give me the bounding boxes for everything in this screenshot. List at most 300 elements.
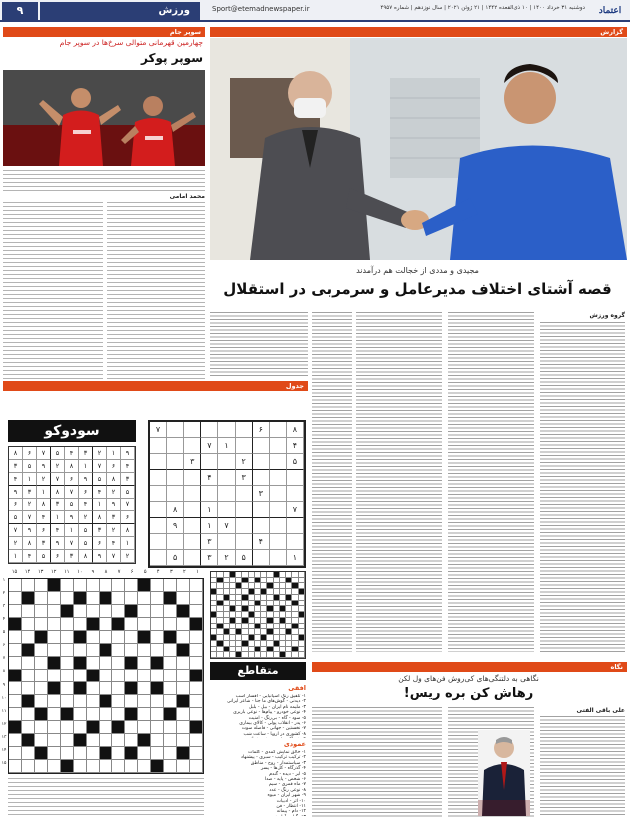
sudoku-cell[interactable]	[253, 502, 270, 518]
sudoku-cell[interactable]	[167, 534, 184, 550]
crossword-cell[interactable]	[87, 670, 100, 683]
crossword-cell[interactable]	[151, 579, 164, 592]
crossword-cell[interactable]	[35, 670, 48, 683]
crossword-cell[interactable]	[35, 605, 48, 618]
crossword-cell[interactable]	[177, 760, 190, 773]
sudoku-cell[interactable]: ۵	[236, 550, 253, 566]
crossword-cell[interactable]	[125, 721, 138, 734]
sudoku-cell[interactable]	[287, 534, 304, 550]
sudoku-cell[interactable]	[253, 518, 270, 534]
sudoku-cell[interactable]	[201, 422, 218, 438]
sudoku-cell[interactable]: ۳	[253, 486, 270, 502]
crossword-cell[interactable]	[151, 721, 164, 734]
crossword-cell[interactable]	[48, 579, 61, 592]
crossword-cell[interactable]	[22, 682, 35, 695]
sudoku-cell[interactable]	[150, 550, 167, 566]
crossword-cell[interactable]	[74, 631, 87, 644]
crossword-cell[interactable]	[177, 657, 190, 670]
sudoku-cell[interactable]	[218, 486, 235, 502]
sudoku-cell[interactable]	[236, 518, 253, 534]
crossword-cell[interactable]	[22, 644, 35, 657]
crossword-cell[interactable]	[125, 682, 138, 695]
crossword-cell[interactable]	[177, 682, 190, 695]
crossword-cell[interactable]	[100, 670, 113, 683]
crossword-cell[interactable]	[112, 682, 125, 695]
crossword-cell[interactable]	[22, 618, 35, 631]
crossword-cell[interactable]	[74, 747, 87, 760]
crossword-cell[interactable]	[22, 695, 35, 708]
crossword-cell[interactable]	[61, 721, 74, 734]
crossword-cell[interactable]	[35, 708, 48, 721]
crossword-cell[interactable]	[177, 579, 190, 592]
crossword-cell[interactable]	[151, 708, 164, 721]
crossword-cell[interactable]	[9, 644, 22, 657]
crossword-cell[interactable]	[177, 618, 190, 631]
crossword-cell[interactable]	[100, 579, 113, 592]
crossword-cell[interactable]	[177, 605, 190, 618]
sudoku-cell[interactable]	[167, 486, 184, 502]
crossword-cell[interactable]	[61, 695, 74, 708]
crossword-cell[interactable]	[9, 682, 22, 695]
crossword-cell[interactable]	[48, 670, 61, 683]
crossword-cell[interactable]	[164, 592, 177, 605]
crossword-cell[interactable]	[74, 708, 87, 721]
crossword-cell[interactable]	[151, 760, 164, 773]
sudoku-cell[interactable]	[270, 550, 287, 566]
crossword-cell[interactable]	[48, 760, 61, 773]
crossword-cell[interactable]	[164, 631, 177, 644]
crossword-cell[interactable]	[9, 708, 22, 721]
crossword-cell[interactable]	[138, 682, 151, 695]
crossword-cell[interactable]	[35, 631, 48, 644]
crossword-cell[interactable]	[151, 618, 164, 631]
crossword-cell[interactable]	[112, 592, 125, 605]
crossword-cell[interactable]	[100, 734, 113, 747]
crossword-cell[interactable]	[74, 670, 87, 683]
sudoku-cell[interactable]	[253, 438, 270, 454]
crossword-cell[interactable]	[112, 618, 125, 631]
crossword-cell[interactable]	[100, 695, 113, 708]
crossword-cell[interactable]	[100, 682, 113, 695]
sudoku-cell[interactable]	[150, 454, 167, 470]
crossword-cell[interactable]	[164, 670, 177, 683]
crossword-cell[interactable]	[87, 605, 100, 618]
sudoku-cell[interactable]	[270, 534, 287, 550]
sudoku-cell[interactable]: ۵	[287, 454, 304, 470]
sudoku-cell[interactable]	[236, 486, 253, 502]
crossword-cell[interactable]	[35, 657, 48, 670]
crossword-cell[interactable]	[87, 631, 100, 644]
crossword-cell[interactable]	[190, 747, 203, 760]
crossword-cell[interactable]	[125, 657, 138, 670]
sudoku-cell[interactable]	[253, 550, 270, 566]
sudoku-cell[interactable]	[184, 550, 201, 566]
sudoku-cell[interactable]: ۷	[201, 438, 218, 454]
crossword-cell[interactable]	[35, 644, 48, 657]
sudoku-cell[interactable]	[270, 454, 287, 470]
crossword-cell[interactable]	[61, 631, 74, 644]
crossword-cell[interactable]	[61, 592, 74, 605]
sudoku-cell[interactable]	[184, 486, 201, 502]
crossword-cell[interactable]	[138, 708, 151, 721]
sudoku-cell[interactable]	[270, 518, 287, 534]
crossword-cell[interactable]	[112, 721, 125, 734]
crossword-cell[interactable]	[112, 760, 125, 773]
crossword-cell[interactable]	[87, 734, 100, 747]
crossword-cell[interactable]	[100, 747, 113, 760]
crossword-cell[interactable]	[35, 747, 48, 760]
sudoku-cell[interactable]: ۳	[201, 550, 218, 566]
sudoku-cell[interactable]	[184, 422, 201, 438]
sudoku-cell[interactable]	[236, 438, 253, 454]
crossword-cell[interactable]	[138, 734, 151, 747]
crossword-cell[interactable]	[164, 579, 177, 592]
crossword-cell[interactable]	[100, 592, 113, 605]
crossword-cell[interactable]	[138, 747, 151, 760]
crossword-cell[interactable]	[87, 747, 100, 760]
sudoku-cell[interactable]	[184, 502, 201, 518]
crossword-cell[interactable]	[138, 579, 151, 592]
sudoku-cell[interactable]	[150, 502, 167, 518]
crossword-cell[interactable]	[74, 605, 87, 618]
crossword-cell[interactable]	[61, 708, 74, 721]
sudoku-cell[interactable]	[270, 470, 287, 486]
sudoku-cell[interactable]	[218, 422, 235, 438]
crossword-cell[interactable]	[138, 670, 151, 683]
crossword-cell[interactable]	[35, 695, 48, 708]
sudoku-cell[interactable]: ۱	[201, 518, 218, 534]
crossword-cell[interactable]	[9, 734, 22, 747]
crossword-cell[interactable]	[177, 747, 190, 760]
crossword-cell[interactable]	[151, 657, 164, 670]
crossword-cell[interactable]	[74, 657, 87, 670]
sudoku-cell[interactable]: ۲	[236, 454, 253, 470]
crossword-cell[interactable]	[100, 644, 113, 657]
crossword-cell[interactable]	[87, 760, 100, 773]
sudoku-cell[interactable]: ۶	[253, 422, 270, 438]
crossword-cell[interactable]	[138, 605, 151, 618]
crossword-cell[interactable]	[48, 592, 61, 605]
sudoku-cell[interactable]	[184, 518, 201, 534]
crossword-cell[interactable]	[112, 695, 125, 708]
crossword-cell[interactable]	[151, 592, 164, 605]
crossword-cell[interactable]	[177, 644, 190, 657]
crossword-cell[interactable]	[9, 618, 22, 631]
crossword-cell[interactable]	[190, 670, 203, 683]
crossword-cell[interactable]	[112, 657, 125, 670]
sudoku-cell[interactable]: ۴	[253, 534, 270, 550]
sudoku-cell[interactable]	[218, 534, 235, 550]
crossword-cell[interactable]	[100, 631, 113, 644]
crossword-cell[interactable]	[151, 605, 164, 618]
crossword-cell[interactable]	[100, 657, 113, 670]
crossword-cell[interactable]	[9, 747, 22, 760]
crossword-cell[interactable]	[9, 760, 22, 773]
crossword-cell[interactable]	[112, 747, 125, 760]
crossword-cell[interactable]	[164, 682, 177, 695]
crossword-cell[interactable]	[74, 592, 87, 605]
crossword-cell[interactable]	[61, 747, 74, 760]
crossword-cell[interactable]	[61, 657, 74, 670]
sudoku-cell[interactable]: ۲	[218, 550, 235, 566]
sudoku-cell[interactable]: ۸	[167, 502, 184, 518]
sudoku-cell[interactable]: ۹	[167, 518, 184, 534]
crossword-cell[interactable]	[138, 592, 151, 605]
crossword-cell[interactable]	[61, 579, 74, 592]
crossword-cell[interactable]	[61, 670, 74, 683]
sudoku-cell[interactable]	[236, 534, 253, 550]
crossword-cell[interactable]	[164, 695, 177, 708]
crossword-cell[interactable]	[112, 644, 125, 657]
crossword-cell[interactable]	[22, 631, 35, 644]
crossword-cell[interactable]	[112, 579, 125, 592]
crossword-cell[interactable]	[164, 708, 177, 721]
crossword-cell[interactable]	[87, 657, 100, 670]
crossword-cell[interactable]	[9, 670, 22, 683]
sudoku-cell[interactable]: ۱	[287, 550, 304, 566]
crossword-cell[interactable]	[61, 760, 74, 773]
crossword-cell[interactable]	[100, 708, 113, 721]
sudoku-cell[interactable]: ۳	[184, 454, 201, 470]
crossword-cell[interactable]	[125, 760, 138, 773]
crossword-cell[interactable]	[35, 734, 48, 747]
crossword-grid[interactable]	[8, 578, 204, 774]
crossword-cell[interactable]	[177, 721, 190, 734]
crossword-cell[interactable]	[177, 592, 190, 605]
crossword-cell[interactable]	[125, 670, 138, 683]
crossword-cell[interactable]	[61, 618, 74, 631]
crossword-cell[interactable]	[9, 579, 22, 592]
sudoku-cell[interactable]	[253, 470, 270, 486]
crossword-cell[interactable]	[190, 695, 203, 708]
sudoku-cell[interactable]	[287, 470, 304, 486]
crossword-cell[interactable]	[35, 760, 48, 773]
sudoku-cell[interactable]	[150, 470, 167, 486]
crossword-cell[interactable]	[138, 760, 151, 773]
crossword-cell[interactable]	[61, 682, 74, 695]
crossword-cell[interactable]	[100, 760, 113, 773]
crossword-cell[interactable]	[125, 592, 138, 605]
sudoku-cell[interactable]	[270, 486, 287, 502]
crossword-cell[interactable]	[22, 592, 35, 605]
crossword-cell[interactable]	[22, 579, 35, 592]
sudoku-cell[interactable]	[150, 486, 167, 502]
crossword-cell[interactable]	[9, 695, 22, 708]
crossword-cell[interactable]	[35, 618, 48, 631]
crossword-cell[interactable]	[87, 618, 100, 631]
crossword-cell[interactable]	[100, 605, 113, 618]
sudoku-cell[interactable]	[150, 518, 167, 534]
crossword-cell[interactable]	[190, 605, 203, 618]
crossword-cell[interactable]	[48, 682, 61, 695]
crossword-cell[interactable]	[125, 644, 138, 657]
crossword-cell[interactable]	[100, 721, 113, 734]
crossword-cell[interactable]	[138, 618, 151, 631]
sudoku-cell[interactable]: ۷	[218, 518, 235, 534]
crossword-cell[interactable]	[48, 721, 61, 734]
crossword-cell[interactable]	[87, 592, 100, 605]
sudoku-cell[interactable]	[218, 470, 235, 486]
sudoku-cell[interactable]	[201, 486, 218, 502]
sudoku-cell[interactable]	[201, 454, 218, 470]
crossword-cell[interactable]	[112, 631, 125, 644]
sudoku-cell[interactable]	[287, 486, 304, 502]
crossword-cell[interactable]	[87, 579, 100, 592]
crossword-cell[interactable]	[9, 605, 22, 618]
crossword-cell[interactable]	[61, 644, 74, 657]
crossword-cell[interactable]	[190, 592, 203, 605]
crossword-cell[interactable]	[177, 708, 190, 721]
crossword-cell[interactable]	[48, 657, 61, 670]
crossword-cell[interactable]	[151, 644, 164, 657]
crossword-cell[interactable]	[112, 670, 125, 683]
crossword-cell[interactable]	[190, 760, 203, 773]
crossword-cell[interactable]	[125, 695, 138, 708]
sudoku-cell[interactable]	[167, 470, 184, 486]
crossword-cell[interactable]	[74, 682, 87, 695]
crossword-cell[interactable]	[48, 734, 61, 747]
crossword-cell[interactable]	[125, 631, 138, 644]
crossword-cell[interactable]	[151, 670, 164, 683]
sudoku-cell[interactable]	[270, 502, 287, 518]
crossword-cell[interactable]	[190, 657, 203, 670]
crossword-cell[interactable]	[164, 644, 177, 657]
sudoku-cell[interactable]: ۱	[201, 502, 218, 518]
crossword-cell[interactable]	[48, 631, 61, 644]
crossword-cell[interactable]	[112, 708, 125, 721]
crossword-cell[interactable]	[164, 721, 177, 734]
crossword-cell[interactable]	[87, 721, 100, 734]
crossword-cell[interactable]	[164, 657, 177, 670]
crossword-cell[interactable]	[125, 734, 138, 747]
crossword-cell[interactable]	[87, 708, 100, 721]
sudoku-cell[interactable]	[150, 438, 167, 454]
sudoku-cell[interactable]	[167, 454, 184, 470]
crossword-cell[interactable]	[190, 644, 203, 657]
sudoku-cell[interactable]	[236, 422, 253, 438]
crossword-cell[interactable]	[48, 644, 61, 657]
crossword-cell[interactable]	[35, 721, 48, 734]
crossword-cell[interactable]	[151, 631, 164, 644]
crossword-cell[interactable]	[177, 695, 190, 708]
crossword-cell[interactable]	[138, 721, 151, 734]
crossword-cell[interactable]	[48, 747, 61, 760]
crossword-cell[interactable]	[22, 747, 35, 760]
crossword-cell[interactable]	[74, 760, 87, 773]
crossword-cell[interactable]	[74, 644, 87, 657]
crossword-cell[interactable]	[164, 760, 177, 773]
crossword-cell[interactable]	[9, 631, 22, 644]
crossword-cell[interactable]	[74, 734, 87, 747]
crossword-cell[interactable]	[74, 579, 87, 592]
sudoku-cell[interactable]	[218, 502, 235, 518]
crossword-cell[interactable]	[138, 631, 151, 644]
crossword-cell[interactable]	[9, 721, 22, 734]
crossword-cell[interactable]	[61, 605, 74, 618]
crossword-cell[interactable]	[125, 605, 138, 618]
crossword-cell[interactable]	[125, 708, 138, 721]
crossword-cell[interactable]	[177, 631, 190, 644]
crossword-cell[interactable]	[35, 682, 48, 695]
sudoku-cell[interactable]: ۵	[167, 550, 184, 566]
crossword-cell[interactable]	[138, 695, 151, 708]
crossword-cell[interactable]	[164, 605, 177, 618]
crossword-cell[interactable]	[164, 747, 177, 760]
crossword-cell[interactable]	[190, 631, 203, 644]
crossword-cell[interactable]	[87, 695, 100, 708]
crossword-cell[interactable]	[22, 721, 35, 734]
crossword-cell[interactable]	[151, 734, 164, 747]
crossword-cell[interactable]	[9, 657, 22, 670]
crossword-cell[interactable]	[112, 605, 125, 618]
crossword-cell[interactable]	[164, 618, 177, 631]
crossword-cell[interactable]	[125, 618, 138, 631]
sudoku-puzzle-grid[interactable]	[148, 420, 306, 568]
crossword-cell[interactable]	[190, 734, 203, 747]
crossword-cell[interactable]	[48, 605, 61, 618]
crossword-cell[interactable]	[125, 579, 138, 592]
crossword-cell[interactable]	[190, 579, 203, 592]
crossword-cell[interactable]	[151, 695, 164, 708]
sudoku-cell[interactable]	[270, 438, 287, 454]
sudoku-cell[interactable]	[167, 422, 184, 438]
sudoku-cell[interactable]: ۱	[218, 438, 235, 454]
sudoku-cell[interactable]	[184, 470, 201, 486]
sudoku-cell[interactable]	[184, 438, 201, 454]
sudoku-cell[interactable]	[253, 454, 270, 470]
crossword-cell[interactable]	[177, 734, 190, 747]
sudoku-cell[interactable]: ۴	[201, 470, 218, 486]
crossword-cell[interactable]	[22, 734, 35, 747]
email-link[interactable]: Sport@etemadnewspaper.ir	[212, 5, 310, 13]
crossword-cell[interactable]	[35, 592, 48, 605]
sudoku-cell[interactable]: ۷	[287, 502, 304, 518]
crossword-cell[interactable]	[22, 657, 35, 670]
sudoku-cell[interactable]	[150, 534, 167, 550]
crossword-cell[interactable]	[22, 670, 35, 683]
crossword-cell[interactable]	[35, 579, 48, 592]
sudoku-cell[interactable]: ۴	[287, 438, 304, 454]
sudoku-cell[interactable]	[236, 502, 253, 518]
sudoku-cell[interactable]	[270, 422, 287, 438]
crossword-cell[interactable]	[100, 618, 113, 631]
crossword-cell[interactable]	[190, 721, 203, 734]
crossword-cell[interactable]	[138, 644, 151, 657]
crossword-cell[interactable]	[9, 592, 22, 605]
crossword-cell[interactable]	[151, 747, 164, 760]
crossword-cell[interactable]	[48, 708, 61, 721]
crossword-cell[interactable]	[22, 605, 35, 618]
crossword-cell[interactable]	[74, 618, 87, 631]
crossword-cell[interactable]	[138, 657, 151, 670]
crossword-cell[interactable]	[61, 734, 74, 747]
crossword-cell[interactable]	[48, 618, 61, 631]
sudoku-cell[interactable]: ۷	[150, 422, 167, 438]
crossword-cell[interactable]	[190, 618, 203, 631]
crossword-cell[interactable]	[112, 734, 125, 747]
sudoku-cell[interactable]: ۳	[236, 470, 253, 486]
crossword-cell[interactable]	[22, 760, 35, 773]
sudoku-cell[interactable]: ۳	[201, 534, 218, 550]
crossword-cell[interactable]	[74, 695, 87, 708]
crossword-cell[interactable]	[48, 695, 61, 708]
sudoku-cell[interactable]	[218, 454, 235, 470]
crossword-cell[interactable]	[125, 747, 138, 760]
sudoku-cell[interactable]: ۸	[287, 422, 304, 438]
sudoku-cell[interactable]	[167, 438, 184, 454]
crossword-cell[interactable]	[74, 721, 87, 734]
crossword-cell[interactable]	[177, 670, 190, 683]
